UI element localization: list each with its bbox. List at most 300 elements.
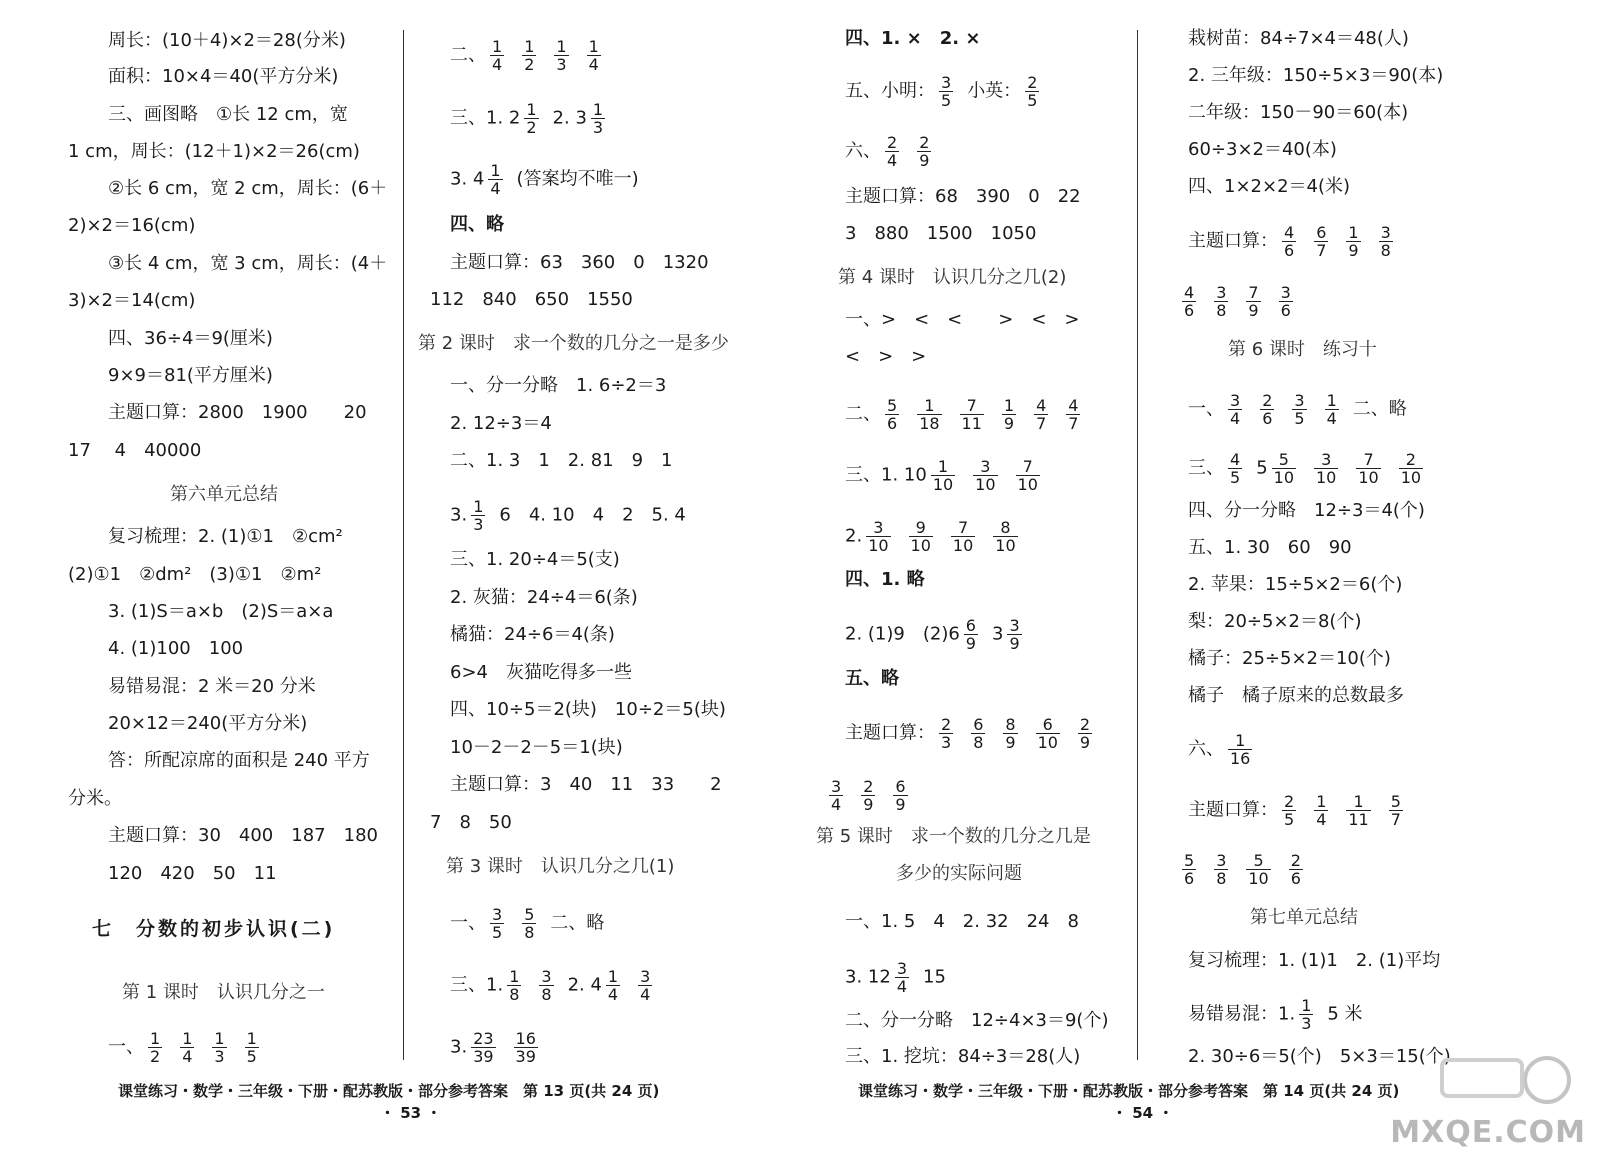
fraction [829,778,843,813]
fraction-numerator: 1 [473,497,484,516]
fraction [245,1030,259,1065]
fraction [587,38,601,73]
fraction-denominator: 4 [896,977,907,996]
fraction-numerator: 1 [182,1029,193,1048]
fraction [1279,284,1293,319]
fraction [973,458,997,493]
fraction-numerator: 1 [931,458,955,476]
fraction [861,778,875,813]
fraction-denominator: 9 [895,795,906,814]
fraction-denominator: 9 [1348,241,1359,260]
fraction [971,716,985,751]
text-line: 1 cm，周长：(12＋1)×2＝26(cm) [68,141,360,162]
text-line: 三、1. 20÷4＝5(支) [450,549,620,570]
fraction-denominator: 10 [952,536,974,555]
fraction-denominator: 10 [1273,468,1294,487]
text-line: 橘子 橘子原来的总数最多 [1188,685,1404,706]
fraction [539,968,553,1003]
fraction [1346,224,1360,259]
text-line: 112 840 650 1550 [430,289,633,310]
lesson-heading: 第 6 课时 练习十 [1228,339,1377,360]
fraction-numerator: 1 [917,397,941,415]
fraction [895,960,909,995]
fraction-denominator: 6 [1280,301,1291,320]
fraction [507,968,521,1003]
fraction [148,1030,162,1065]
fraction-denominator: 4 [1326,409,1337,428]
fraction-denominator: 3 [556,55,567,74]
fraction [471,1030,495,1065]
fraction [939,716,953,751]
fraction [522,906,536,941]
fraction-numerator: 1 [556,37,567,56]
fraction [1399,451,1423,486]
fraction-denominator: 10 [1400,468,1422,487]
section-heading: 第七单元总结 [1250,907,1358,928]
fraction-denominator: 4 [588,55,599,74]
fraction [514,1030,538,1065]
fraction-denominator: 39 [515,1047,536,1066]
fraction-numerator: 9 [909,519,933,537]
text-line: 橘子：25÷5×2＝10(个) [1188,648,1391,669]
fraction [1228,451,1242,486]
text-line: 周长：(10＋4)×2＝28(分米) [108,30,346,51]
fraction-denominator: 5 [1230,468,1241,487]
fraction-denominator: 4 [492,55,503,74]
fraction-denominator: 5 [1027,91,1038,110]
fraction [1007,617,1021,652]
fraction [1356,451,1380,486]
fraction-numerator: 2 [941,715,952,734]
text-line: 四、略 [450,214,504,235]
fraction-denominator: 5 [1294,409,1305,428]
fraction-denominator: 4 [1230,409,1241,428]
fraction [1282,224,1296,259]
text-line: 3. 12 $\frac{3}{4}$ 15 [845,959,946,996]
text-line: 复习梳理：1. (1)1 2. (1)平均 [1188,950,1441,971]
fraction-denominator: 3 [214,1047,225,1066]
fraction [1002,397,1016,432]
fraction-denominator: 7 [1316,241,1327,260]
fraction [522,38,536,73]
text-line: 10－2－2－5＝1(块) [450,737,623,758]
fraction-denominator: 9 [1079,733,1091,752]
fraction [212,1030,226,1065]
fraction [1182,852,1196,887]
fraction [1034,397,1048,432]
fraction [1214,852,1228,887]
text-line: 二、 $\frac{1}{4}$ $\frac{1}{2}$ $\frac{1}{3}$ $\frac{1}{4}$ [450,37,599,74]
fraction-denominator: 4 [182,1047,193,1066]
lesson-heading: 第 2 课时 求一个数的几分之一是多少 [418,333,729,354]
text-line: 三、 $\frac{4}{5}$ 5 $\frac{5}{10}$ $\frac{3}{10}$ $\frac{7}{10}$ $\frac{2}{10}$ [1188,450,1422,487]
fraction-numerator: 1 [524,37,535,56]
column-divider [403,30,404,1060]
text-line: 三、1. 10 $\frac{1}{10}$ $\frac{3}{10}$ $\frac{7}{10}$ [845,457,1038,494]
fraction-numerator: 1 [490,161,501,180]
text-line: 6>4 灰猫吃得多一些 [450,662,632,683]
fraction [885,134,899,169]
text-line: ③长 4 cm，宽 3 cm，周长：(4＋ [108,253,388,274]
fraction-denominator: 10 [1358,468,1379,487]
fraction-numerator: 1 [492,37,503,56]
text-line: 一、分一分略 1. 6÷2＝3 [450,375,667,396]
text-line: 三、1. 挖坑：84÷3＝28(人) [845,1046,1081,1067]
fraction [1025,74,1039,109]
fraction-numerator: 2 [1399,451,1423,469]
page-footer-left: 课堂练习・数学・三年级・下册・配苏教版・部分参考答案 第 13 页(共 24 页) [118,1082,660,1100]
text-line: 2. (1)9 (2)6 $\frac{6}{9}$ 3 $\frac{3}{9}$ [845,616,1020,653]
text-line: 主题口算： $\frac{4}{6}$ $\frac{6}{7}$ $\frac{1}{9}$ $\frac{3}{8}$ [1188,223,1391,260]
text-line: 分米。 [68,788,122,809]
fraction-denominator: 8 [1216,869,1227,888]
text-line: 四、1. × 2. × [845,28,981,49]
text-line: 一、 $\frac{3}{4}$ $\frac{2}{6}$ $\frac{3}{5}$ $\frac{1}{4}$ 二、略 [1188,391,1407,428]
fraction-denominator: 9 [1005,733,1016,752]
fraction-numerator: 1 [526,100,537,119]
fraction-denominator: 2 [524,55,535,74]
fraction [917,397,941,432]
fraction-numerator: 3 [973,458,997,476]
fraction-denominator: 10 [932,475,954,494]
text-line [1178,852,1317,887]
fraction [180,1030,194,1065]
fraction-denominator: 2 [150,1047,161,1066]
fraction [960,397,984,432]
text-line: ②长 6 cm，宽 2 cm，周长：(6＋ [108,178,388,199]
page-footer-right: 课堂练习・数学・三年级・下册・配苏教版・部分参考答案 第 14 页(共 24 页) [858,1082,1400,1100]
fraction [1016,458,1040,493]
fraction [1003,716,1017,751]
text-line: 二年级：150－90＝60(本) [1188,102,1409,123]
fraction [866,519,890,554]
text-line: 2. 苹果：15÷5×2＝6(个) [1188,574,1403,595]
fraction-numerator: 7 [960,397,984,415]
fraction-denominator: 6 [1290,869,1301,888]
fraction-denominator: 10 [1248,869,1269,888]
fraction [1272,451,1296,486]
fraction [1246,284,1260,319]
text-line: 四、36÷4＝9(厘米) [108,328,273,349]
fraction-numerator: 2 [919,133,930,152]
text-line: 7 8 50 [430,812,512,833]
fraction [909,519,933,554]
fraction-numerator: 6 [965,616,976,635]
fraction-denominator: 6 [1184,301,1195,320]
fraction-denominator: 5 [941,91,952,110]
fraction-denominator: 2 [526,118,537,137]
fraction [964,617,978,652]
fraction [1314,224,1328,259]
fraction [1066,397,1080,432]
text-line: (2)①1 ②dm² (3)①1 ②m² [68,564,322,585]
fraction-numerator: 3 [492,905,503,924]
column-divider [1137,30,1138,1060]
fraction [1214,284,1228,319]
fraction-numerator: 1 [607,967,619,986]
text-line [1178,284,1307,319]
fraction-numerator: 6 [1316,223,1327,242]
fraction-denominator: 8 [541,985,552,1004]
fraction [471,498,485,533]
text-line: 3 880 1500 1050 [845,223,1037,244]
fraction-denominator: 5 [492,923,503,942]
fraction [1314,793,1328,828]
text-line: 二、 $\frac{5}{6}$ $\frac{1}{18}$ $\frac{7}{11}$ $\frac{1}{9}$ $\frac{4}{7}$ $\frac{4}{7}$ [845,396,1079,433]
text-line: 3. $\frac{23}{39}$ $\frac{16}{39}$ [450,1029,536,1066]
fraction [931,458,955,493]
fraction [917,134,931,169]
fraction-denominator: 6 [1262,409,1273,428]
text-line: 主题口算： $\frac{2}{3}$ $\frac{6}{8}$ $\frac{8}{9}$ $\frac{6}{10}$ $\frac{2}{9}$ [845,715,1091,752]
text-line: 2. 12÷3＝4 [450,413,552,434]
fraction [1260,392,1274,427]
fraction-numerator: 4 [1284,223,1295,242]
text-line: 三、1. 2 $\frac{1}{2}$ 2. 3 $\frac{1}{3}$ [450,100,604,137]
fraction [591,101,605,136]
fraction-numerator: 2 [1079,715,1091,734]
text-line: 9×9＝81(平方厘米) [108,365,273,386]
fraction-numerator: 1 [1228,732,1252,750]
fraction [1314,451,1338,486]
text-line: 主题口算：2800 1900 20 [108,402,367,423]
fraction-numerator: 2 [1284,792,1295,811]
fraction-denominator: 4 [640,985,651,1004]
fraction-numerator: 2 [863,777,874,796]
fraction-numerator: 3 [541,967,552,986]
fraction-denominator: 16 [1230,749,1251,768]
fraction-denominator: 8 [973,733,984,752]
text-line: 三、1. $\frac{1}{8}$ $\frac{3}{8}$ 2. 4 $\frac{1}{4}$ $\frac{3}{4}$ [450,967,651,1004]
fraction [1379,224,1393,259]
fraction [1282,793,1296,828]
text-line: 一、> < < > < > [845,309,1080,330]
fraction-numerator: 1 [592,100,604,119]
fraction [1289,852,1303,887]
text-line: 主题口算：63 360 0 1320 [450,252,709,273]
fraction-numerator: 3 [1380,223,1391,242]
fraction-numerator: 3 [1280,283,1291,302]
fraction-denominator: 10 [995,536,1016,555]
fraction-numerator: 1 [1348,223,1359,242]
text-line: 二、分一分略 12÷4×3＝9(个) [845,1010,1109,1031]
fraction-numerator: 3 [1009,616,1020,635]
fraction-numerator: 3 [1230,391,1241,410]
fraction-denominator: 5 [1284,810,1295,829]
fraction-numerator: 6 [895,777,906,796]
fraction-numerator: 3 [1294,391,1305,410]
fraction-denominator: 4 [490,179,501,198]
text-line: 五、略 [845,668,899,689]
fraction [893,778,907,813]
fraction [1036,716,1060,751]
fraction [993,519,1017,554]
fraction-denominator: 10 [868,536,889,555]
text-line: 120 420 50 11 [108,863,277,884]
text-line: 六、 $\frac{2}{4}$ $\frac{2}{9}$ [845,133,930,170]
text-line: 主题口算：3 40 11 33 2 [450,774,722,795]
fraction-numerator: 5 [1272,451,1296,469]
text-line: 一、1. 5 4 2. 32 24 8 [845,911,1079,932]
text-line: 17 4 40000 [68,440,202,461]
fraction [1389,793,1403,828]
fraction [939,74,953,109]
text-line: 三、画图略 ①长 12 cm，宽 [108,104,348,125]
fraction-numerator: 3 [1314,451,1338,469]
text-line: 主题口算： $\frac{2}{5}$ $\frac{1}{4}$ $\frac{1}{11}$ $\frac{5}{7}$ [1188,792,1401,829]
text-line: 复习梳理：2. (1)①1 ②cm² [108,526,343,547]
text-line: 易错易混：1. $\frac{1}{3}$ 5 米 [1188,996,1363,1033]
fraction-denominator: 9 [1003,414,1015,433]
fraction-numerator: 8 [993,519,1017,537]
text-line [825,778,922,813]
fraction-numerator: 3 [640,967,651,986]
fraction-numerator: 5 [1390,792,1401,811]
fraction-denominator: 4 [1316,810,1327,829]
text-line: 橘猫：24÷6＝4(条) [450,624,615,645]
text-line: 栽树苗：84÷7×4＝48(人) [1188,28,1409,49]
fraction-denominator: 6 [887,414,898,433]
fraction-denominator: 7 [1036,414,1047,433]
fraction-numerator: 1 [150,1029,161,1048]
fraction-numerator: 7 [951,519,975,537]
fraction-denominator: 11 [961,414,982,433]
fraction-denominator: 3 [941,733,952,752]
fraction [606,968,620,1003]
lesson-heading: 第 1 课时 认识几分之一 [122,982,325,1003]
fraction-numerator: 5 [1246,852,1270,870]
fraction-denominator: 10 [1037,733,1058,752]
fraction [1325,392,1339,427]
lesson-heading: 第 4 课时 认识几分之几(2) [838,267,1067,288]
fraction [490,38,504,73]
lesson-heading: 多少的实际问题 [896,863,1022,884]
fraction-numerator: 3 [831,777,842,796]
fraction-numerator: 4 [1230,450,1241,469]
fraction-numerator: 5 [1184,851,1195,870]
text-line: 3)×2＝14(cm) [68,290,196,311]
fraction-denominator: 39 [473,1047,494,1066]
fraction-denominator: 3 [473,515,484,534]
text-line: 2. 三年级：150÷5×3＝90(本) [1188,65,1444,86]
fraction-numerator: 3 [1216,851,1227,870]
fraction-numerator: 7 [1356,451,1380,469]
fraction [488,162,502,197]
fraction-numerator: 16 [515,1029,536,1048]
text-line: 4. (1)100 100 [108,638,244,659]
fraction [1078,716,1092,751]
fraction-denominator: 3 [1301,1014,1312,1033]
text-line: 一、 $\frac{3}{5}$ $\frac{5}{8}$ 二、略 [450,905,605,942]
fraction-numerator: 5 [887,396,898,415]
text-line: < > > [845,346,927,367]
fraction [524,101,538,136]
fraction-numerator: 7 [1016,458,1040,476]
fraction-denominator: 7 [1068,414,1079,433]
text-line: 2. $\frac{3}{10}$ $\frac{9}{10}$ $\frac{7}{10}$ $\frac{8}{10}$ [845,518,1016,555]
lesson-heading: 第 3 课时 认识几分之几(1) [446,856,675,877]
page-number-left: ・ 53 ・ [380,1104,442,1122]
text-line: 主题口算：68 390 0 22 [845,186,1081,207]
fraction-numerator: 3 [941,73,952,92]
fraction [490,906,504,941]
fraction-denominator: 8 [1216,301,1227,320]
fraction-numerator: 2 [1027,73,1038,92]
fraction-denominator: 7 [1390,810,1401,829]
text-line: 梨：20÷5×2＝8(个) [1188,611,1362,632]
fraction-denominator: 6 [1184,869,1195,888]
text-line: 主题口算：30 400 187 180 [108,825,378,846]
fraction-numerator: 2 [887,133,898,152]
fraction-numerator: 7 [1248,283,1259,302]
fraction-numerator: 3 [866,519,890,537]
fraction-denominator: 9 [1248,301,1259,320]
fraction-numerator: 1 [1003,396,1015,415]
watermark-text: MXQE.COM [1390,1115,1586,1150]
fraction [554,38,568,73]
text-line: 60÷3×2＝40(本) [1188,139,1337,160]
fraction [638,968,652,1003]
fraction-numerator: 4 [1184,283,1195,302]
fraction-denominator: 8 [1380,241,1391,260]
fraction-numerator: 1 [214,1029,225,1048]
fraction [1228,732,1252,767]
fraction [1292,392,1306,427]
text-line: 3. (1)S＝a×b (2)S＝a×a [108,601,334,622]
fraction [1246,852,1270,887]
fraction-denominator: 6 [1284,241,1295,260]
fraction-denominator: 4 [607,985,619,1004]
fraction-numerator: 4 [1068,396,1079,415]
fraction-numerator: 1 [588,37,599,56]
text-line: 五、1. 30 60 90 [1188,537,1352,558]
fraction-numerator: 8 [1005,715,1016,734]
text-line: 四、1. 略 [845,569,925,590]
fraction-numerator: 23 [473,1029,494,1048]
text-line: 易错易混：2 米＝20 分米 [108,676,316,697]
fraction-denominator: 10 [910,536,931,555]
fraction-denominator: 9 [863,795,874,814]
text-line: 六、 $\frac{1}{16}$ [1188,731,1251,768]
text-line: 答：所配凉席的面积是 240 平方 [108,750,370,771]
fraction-denominator: 10 [1316,468,1337,487]
fraction-denominator: 10 [975,475,996,494]
fraction-numerator: 2 [1290,851,1301,870]
fraction-denominator: 3 [592,118,604,137]
fraction-numerator: 1 [1301,996,1312,1015]
fraction-numerator: 6 [1036,716,1060,734]
fraction-numerator: 4 [1036,396,1047,415]
fraction-numerator: 2 [1262,391,1273,410]
text-line: 20×12＝240(平方分米) [108,713,308,734]
fraction-numerator: 1 [1326,391,1337,410]
fraction-numerator: 1 [246,1029,257,1048]
text-line: 2. 灰猫：24÷4＝6(条) [450,587,638,608]
fraction [951,519,975,554]
fraction-denominator: 10 [1017,475,1038,494]
fraction-denominator: 9 [1009,634,1020,653]
chapter-heading: 七 分数的初步认识(二) [92,918,336,940]
fraction-numerator: 1 [1316,792,1327,811]
fraction-denominator: 4 [831,795,842,814]
fraction-numerator: 5 [524,905,535,924]
fraction-denominator: 9 [965,634,976,653]
fraction [1182,284,1196,319]
text-line: 2. 30÷6＝5(个) 5×3＝15(个) [1188,1046,1451,1067]
fraction-numerator: 1 [509,967,520,986]
fraction [1228,392,1242,427]
text-line: 四、1×2×2＝4(米) [1188,176,1351,197]
